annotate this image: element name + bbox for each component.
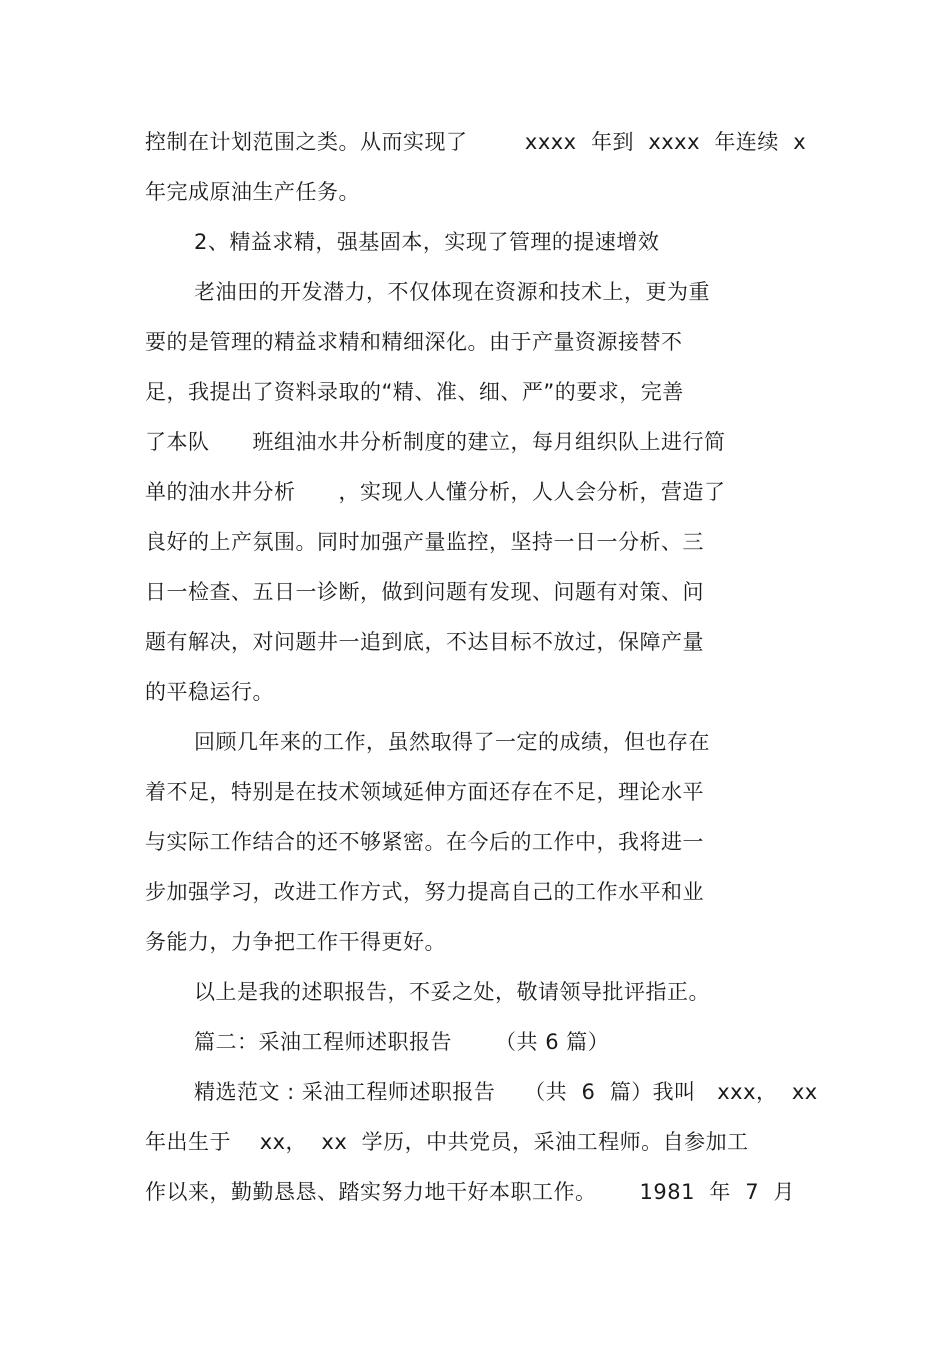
text-line-4: 老油田的开发潜力，不仅体现在资源和技术上，更为重 (194, 280, 710, 304)
section-heading-2: 2、精益求精，强基固本，实现了管理的提速增效 (194, 230, 660, 254)
text-line-11: 题有解决，对问题井一追到底，不达目标不放过，保障产量 (145, 630, 704, 654)
text-line-20: 精选范文 : 采油工程师述职报告 （共 6 篇）我叫 xxx， xx (194, 1080, 818, 1104)
text-line-22: 作以来，勤勤恳恳、踏实努力地干好本职工作。 1981 年 7 月 (145, 1180, 795, 1204)
text-line-18: 以上是我的述职报告，不妥之处，敬请领导批评指正。 (194, 980, 710, 1004)
text-line-1: 控制在计划范围之类。从而实现了 xxxx 年到 xxxx 年连续 x (145, 130, 807, 154)
text-line-14: 着不足，特别是在技术领域延伸方面还存在不足，理论水平 (145, 780, 704, 804)
text-line-6: 足，我提出了资料录取的“精、准、细、严”的要求，完善 (145, 380, 684, 404)
text-line-17: 务能力，力争把工作干得更好。 (145, 930, 446, 954)
text-line-15: 与实际工作结合的还不够紧密。在今后的工作中，我将进一 (145, 830, 704, 854)
text-line-21: 年出生于 xx， xx 学历，中共党员，采油工程师。自参加工 (145, 1130, 749, 1154)
text-line-12: 的平稳运行。 (145, 680, 274, 704)
section-heading-chapter-2: 篇二：采油工程师述职报告 （共 6 篇） (194, 1030, 610, 1054)
text-line-7: 了本队 班组油水井分析制度的建立，每月组织队上进行简 (145, 430, 726, 454)
text-line-13: 回顾几年来的工作，虽然取得了一定的成绩，但也存在 (194, 730, 710, 754)
text-line-2: 年完成原油生产任务。 (145, 180, 360, 204)
text-line-16: 步加强学习，改进工作方式，努力提高自己的工作水平和业 (145, 880, 704, 904)
text-line-9: 良好的上产氛围。同时加强产量监控，坚持一日一分析、三 (145, 530, 704, 554)
text-line-8: 单的油水井分析 ，实现人人懂分析，人人会分析，营造了 (145, 480, 726, 504)
text-line-10: 日一检查、五日一诊断，做到问题有发现、问题有对策、问 (145, 580, 704, 604)
text-line-5: 要的是管理的精益求精和精细深化。由于产量资源接替不 (145, 330, 683, 354)
